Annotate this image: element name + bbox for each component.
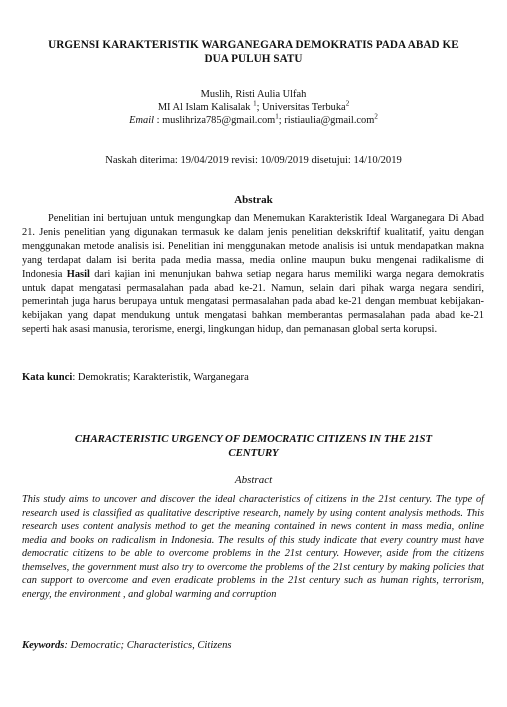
abstract-heading: Abstract <box>234 474 273 486</box>
abstrak-body-part1: Penelitian ini bertujuan untuk mengungkap dan Menemukan Karakteristik Ideal Warganegara Di Abad 21. Jenis penelitian yang digunakan termasuk ke dalam jenis penelitian dekskriftif kualitatif, yaitu dengan menggunakan metode analisis isi. Penelitian ini menggunakan metode analisis isi untuk mendapatkan makna yang terdapat dalam isi berita pada media massa, media online maupun buku mengenai radikalisme di Indonesia <box>22 213 484 280</box>
kata-kunci <box>22 372 249 383</box>
affiliation-sup-b: 2 <box>345 99 350 108</box>
abstrak-body-part2: dari kajian ini menunjukan bahwa setiap negara harus memiliki warga negara demokratis untuk dapat mengatasi permasalahan pada abad ke-21. Namun, selain dari pihak warga negara sendiri, pemerintah juga harus berupaya untuk mengatasi permasalahan pada abad ke-21 dengan membuat kebijakan-kebijakan yang dapat mendukung untuk mengatasi bahkan memberantas permasalahan pada abad ke-21 seperti hak asasi manusia, terorisme, energi, lingkungan hidup, dan pemanasan global serta korupsi. <box>22 268 484 336</box>
abstrak-heading: Abstrak <box>234 194 273 206</box>
submission-dates: Naskah diterima: 19/04/2019 revisi: 10/09/2019 disetujui: 14/10/2019 <box>105 155 402 166</box>
email-a: : muslihriza785@gmail.com <box>154 115 276 126</box>
kata-kunci-label: Kata kunci <box>22 372 73 383</box>
author-affiliation <box>20 101 487 114</box>
paper-title-line1: URGENSI KARAKTERISTIK WARGANEGARA DEMOKRATIS PADA ABAD KE <box>48 39 459 51</box>
email-b: ; ristiaulia@gmail.com <box>278 115 375 126</box>
affiliation-b: ; Universitas Terbuka <box>256 102 346 113</box>
english-title-line2: CENTURY <box>228 447 279 459</box>
author-block <box>20 88 487 127</box>
keywords-values: : Democratic; Characteristics, Citizens <box>64 640 232 651</box>
email-sup-a: 1 <box>275 112 279 121</box>
email-sup-b: 2 <box>374 112 378 121</box>
email-label: Email <box>129 115 154 126</box>
affiliation-sup-a: 1 <box>253 99 257 108</box>
kata-kunci-values: : Demokratis; Karakteristik, Warganegara <box>72 372 249 383</box>
keywords <box>22 640 232 651</box>
abstract-body: This study aims to uncover and discover the ideal characteristics of citizens in the 21st century. The type of research used is classified as qualitative descriptive research, namely by using content analysis methods. This research uses content analysis method to get the meaning contained in news content in mass media, online media and books on radicalism in Indonesia. The results of this study indicate that every country must have democratic citizens to be able to overcome problems in the 21st century. However, aside from the citizens themselves, the government must also try to overcome the problems of the 21st century by making policies that can support to overcome and even eradicate problems in the 21st century such as human rights, terrorism, energy, the environment , and global warming and corruption <box>22 494 484 600</box>
english-title <box>30 432 477 460</box>
paper-title <box>24 38 483 66</box>
english-title-line1: CHARACTERISTIC URGENCY OF DEMOCRATIC CITIZENS IN THE 21ST <box>74 433 433 445</box>
abstrak-body-bold: Hasil <box>66 268 90 280</box>
abstrak-body <box>22 212 484 337</box>
author-email <box>20 114 487 127</box>
keywords-label: Keywords <box>22 640 65 651</box>
affiliation-a: MI Al Islam Kalisalak <box>157 102 251 113</box>
author-names: Muslih, Risti Aulia Ulfah <box>200 89 307 100</box>
paper-title-line2: DUA PULUH SATU <box>204 53 303 65</box>
